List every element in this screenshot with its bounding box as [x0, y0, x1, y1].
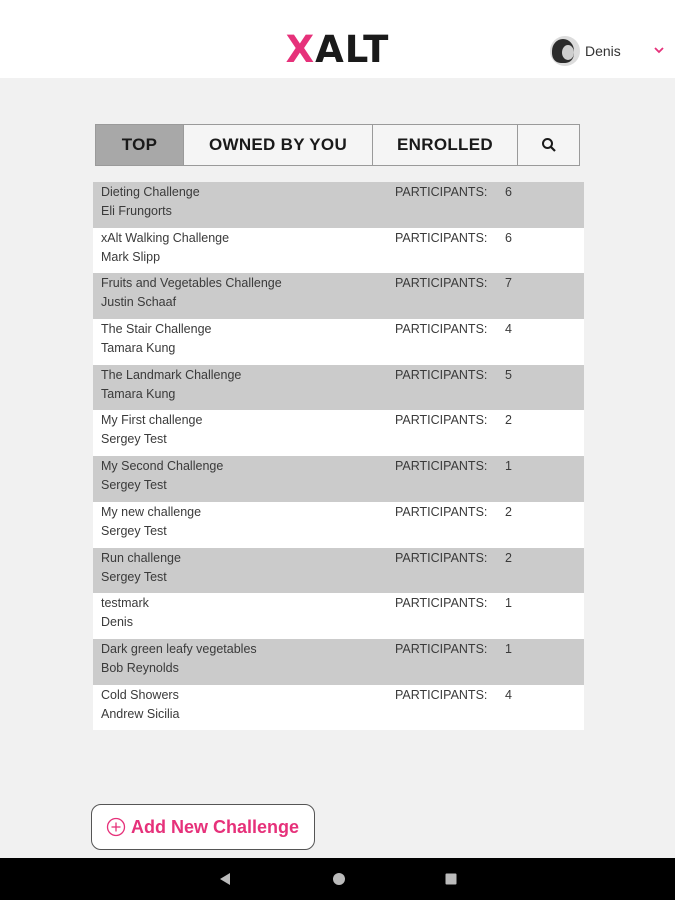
participants-count: 4 — [505, 322, 512, 337]
challenge-owner: Sergey Test — [101, 432, 167, 447]
list-item[interactable] — [93, 319, 584, 365]
search-button[interactable] — [518, 125, 579, 165]
participants-count: 7 — [505, 276, 512, 291]
list-item[interactable] — [93, 502, 584, 548]
participants-label: PARTICIPANTS: — [395, 687, 488, 702]
participants-label: PARTICIPANTS: — [395, 641, 488, 656]
list-item[interactable] — [93, 182, 584, 228]
list-item[interactable] — [93, 639, 584, 685]
challenge-name: My First challenge — [101, 413, 203, 428]
participants-label: PARTICIPANTS: — [395, 459, 488, 474]
challenge-owner: Mark Slipp — [101, 249, 161, 264]
participants-label: PARTICIPANTS: — [395, 367, 488, 382]
challenge-name: testmark — [101, 596, 149, 611]
plus-circle-icon[interactable] — [106, 817, 126, 837]
participants-label: PARTICIPANTS: — [395, 276, 488, 291]
list-item[interactable] — [93, 410, 584, 456]
participants-label: PARTICIPANTS: — [395, 550, 488, 565]
list-item[interactable] — [93, 685, 584, 731]
participants-label: PARTICIPANTS: — [395, 413, 488, 428]
challenge-name: Run challenge — [101, 550, 181, 565]
participants-count: 4 — [505, 687, 512, 702]
tab-top[interactable]: TOP — [96, 125, 184, 165]
tab-owned-by-you[interactable]: OWNED BY YOU — [184, 125, 373, 165]
list-item[interactable] — [93, 365, 584, 411]
participants-label: PARTICIPANTS: — [395, 504, 488, 519]
search-icon[interactable] — [541, 137, 557, 153]
list-item[interactable] — [93, 456, 584, 502]
participants-count: 1 — [505, 459, 512, 474]
challenge-owner: Andrew Sicilia — [101, 706, 180, 721]
challenge-name: Dark green leafy vegetables — [101, 641, 257, 656]
participants-label: PARTICIPANTS: — [395, 230, 488, 245]
back-icon[interactable] — [217, 871, 233, 887]
challenge-owner: Sergey Test — [101, 569, 167, 584]
list-item[interactable] — [93, 273, 584, 319]
participants-count: 6 — [505, 185, 512, 199]
participants-count: 1 — [505, 596, 512, 611]
user-name[interactable]: Denis — [585, 43, 621, 59]
app-logo: XALT — [285, 28, 390, 71]
list-item[interactable] — [93, 593, 584, 639]
challenge-owner: Bob Reynolds — [101, 660, 179, 675]
add-new-challenge-label[interactable]: Add New Challenge — [131, 816, 300, 837]
challenge-name: Cold Showers — [101, 687, 179, 702]
avatar[interactable] — [550, 36, 580, 66]
participants-label: PARTICIPANTS: — [395, 322, 488, 337]
recents-icon[interactable] — [443, 871, 459, 887]
challenge-owner: Tamara Kung — [101, 341, 176, 356]
challenge-name: Dieting Challenge — [101, 185, 200, 199]
participants-count: 6 — [505, 230, 512, 245]
list-item[interactable] — [93, 228, 584, 274]
participants-label: PARTICIPANTS: — [395, 185, 488, 199]
participants-count: 2 — [505, 550, 512, 565]
app-header — [0, 0, 675, 78]
tab-enrolled[interactable]: ENROLLED — [373, 125, 518, 165]
challenge-name: Fruits and Vegetables Challenge — [101, 276, 282, 291]
add-new-challenge-button[interactable] — [91, 804, 315, 850]
challenge-name: xAlt Walking Challenge — [101, 230, 230, 245]
challenge-name: The Stair Challenge — [101, 322, 212, 337]
participants-count: 2 — [505, 504, 512, 519]
chevron-down-icon[interactable] — [653, 44, 665, 56]
participants-count: 5 — [505, 367, 512, 382]
challenge-owner: Sergey Test — [101, 478, 167, 493]
home-icon[interactable] — [331, 871, 347, 887]
challenge-owner: Denis — [101, 615, 133, 630]
challenge-name: My Second Challenge — [101, 459, 224, 474]
challenge-tabs — [95, 124, 580, 166]
challenge-owner: Eli Frungorts — [101, 204, 172, 218]
challenge-owner: Sergey Test — [101, 523, 167, 538]
user-menu[interactable] — [550, 35, 621, 67]
challenge-owner: Justin Schaaf — [101, 295, 177, 310]
challenge-owner: Tamara Kung — [101, 386, 176, 401]
android-nav-bar — [0, 858, 675, 900]
challenge-name: The Landmark Challenge — [101, 367, 242, 382]
participants-count: 2 — [505, 413, 512, 428]
challenge-name: My new challenge — [101, 504, 202, 519]
participants-label: PARTICIPANTS: — [395, 596, 488, 611]
challenge-list — [93, 182, 584, 730]
list-item[interactable] — [93, 548, 584, 594]
participants-count: 1 — [505, 641, 512, 656]
